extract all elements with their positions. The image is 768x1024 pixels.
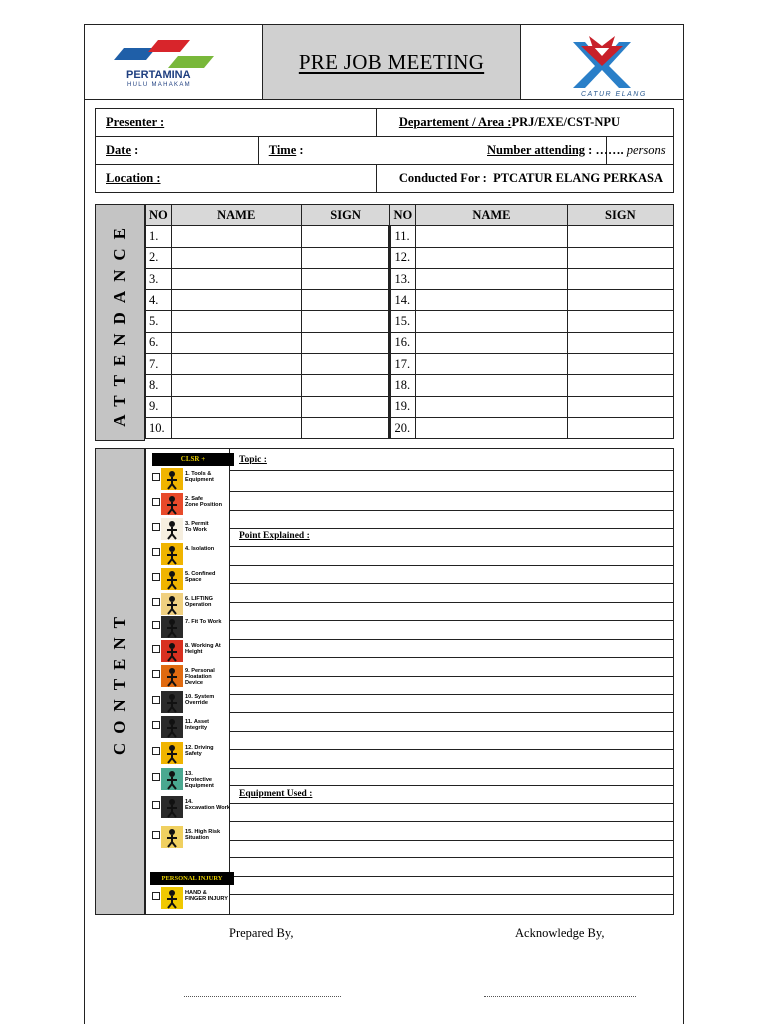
label-line-2: Height xyxy=(185,649,203,655)
pertamina-emblem-icon xyxy=(86,26,261,98)
safe-zone-icon xyxy=(161,493,183,515)
label-line-2: Space xyxy=(185,577,202,583)
col-sign-right: SIGN xyxy=(567,205,673,226)
injury-item xyxy=(152,887,230,911)
row-number-right: 16. xyxy=(390,332,416,353)
writing-line[interactable] xyxy=(230,602,674,603)
name-cell-right[interactable] xyxy=(416,226,567,247)
isolation-icon xyxy=(161,543,183,565)
name-cell-left[interactable] xyxy=(171,332,301,353)
name-cell-left[interactable] xyxy=(171,417,301,438)
row-number-right: 12. xyxy=(390,247,416,268)
clsr-item-label xyxy=(185,596,213,608)
clsr-item-label xyxy=(185,571,215,583)
number-attending-label: Number attending xyxy=(487,143,586,157)
clsr-item-label xyxy=(185,829,220,841)
name-cell-left[interactable] xyxy=(171,290,301,311)
label-line-1: 9. Personal xyxy=(185,668,215,674)
sign-cell-left[interactable] xyxy=(301,311,390,332)
clsr-item xyxy=(152,543,230,567)
label-line-2: Excavation Work xyxy=(185,805,230,811)
number-attending-value: : ……. xyxy=(585,143,624,157)
sign-cell-right[interactable] xyxy=(567,311,673,332)
label-line-2: Override xyxy=(185,700,209,706)
sign-cell-left[interactable] xyxy=(301,417,390,438)
clsr-item xyxy=(152,768,230,792)
label-line-2: Protective Equipment xyxy=(185,777,214,789)
high-risk-icon xyxy=(161,826,183,848)
clsr-item xyxy=(152,568,230,592)
writing-line[interactable] xyxy=(230,840,674,841)
sign-cell-left[interactable] xyxy=(301,247,390,268)
name-cell-left[interactable] xyxy=(171,226,301,247)
number-attending-unit: persons xyxy=(623,143,666,157)
label-line-1: 5. Confined xyxy=(185,571,216,577)
writing-line[interactable] xyxy=(230,546,674,547)
clsr-item-label xyxy=(185,771,230,789)
label-line-1: 10. System xyxy=(185,694,215,700)
clsr-item-label xyxy=(185,694,214,706)
fit-to-work-icon xyxy=(161,616,183,638)
attendance-side-label xyxy=(95,204,145,441)
row-number-right: 17. xyxy=(390,354,416,375)
clsr-item-label xyxy=(185,471,214,483)
row-number-left: 8. xyxy=(146,375,172,396)
conducted-label: Conducted For : xyxy=(398,171,487,185)
clsr-item-label xyxy=(185,745,214,757)
pertamina-logo-subtext: HULU MAHAKAM xyxy=(127,82,191,88)
prepared-signature-line[interactable] xyxy=(184,996,341,997)
name-cell-right[interactable] xyxy=(416,354,567,375)
row-number-right: 20. xyxy=(390,417,416,438)
sign-cell-right[interactable] xyxy=(567,332,673,353)
name-cell-right[interactable] xyxy=(416,332,567,353)
col-no-right: NO xyxy=(390,205,416,226)
clsr-item xyxy=(152,616,230,640)
number-attending[interactable] xyxy=(487,143,672,158)
checkbox[interactable] xyxy=(152,498,160,506)
clsr-item xyxy=(152,716,230,740)
date-colon: : xyxy=(131,143,139,157)
writing-line[interactable] xyxy=(230,712,674,713)
name-cell-right[interactable] xyxy=(416,268,567,289)
name-cell-right[interactable] xyxy=(416,396,567,417)
name-cell-right[interactable] xyxy=(416,375,567,396)
name-cell-left[interactable] xyxy=(171,354,301,375)
clsr-item-label xyxy=(185,668,230,686)
row-number-left: 4. xyxy=(146,290,172,311)
name-cell-left[interactable] xyxy=(171,268,301,289)
label-line-1: 11. Asset xyxy=(185,719,210,725)
checkbox[interactable] xyxy=(152,670,160,678)
writing-line[interactable] xyxy=(230,749,674,750)
label-line-1: 3. Permit xyxy=(185,521,209,527)
catur-elang-logo-text: CATUR ELANG xyxy=(581,91,647,98)
clsr-item-label xyxy=(185,496,222,508)
checkbox[interactable] xyxy=(152,645,160,653)
attendance-row xyxy=(146,226,674,247)
name-cell-left[interactable] xyxy=(171,311,301,332)
sign-cell-right[interactable] xyxy=(567,375,673,396)
label-line-2: Situation xyxy=(185,835,209,841)
row-number-right: 18. xyxy=(390,375,416,396)
driving-icon xyxy=(161,742,183,764)
label-line-2: Zone Position xyxy=(185,502,222,508)
department-label: Departement / Area : xyxy=(398,115,512,129)
attendance-table xyxy=(145,204,674,439)
name-cell-left[interactable] xyxy=(171,247,301,268)
checkbox[interactable] xyxy=(152,721,160,729)
attendance-row xyxy=(146,268,674,289)
clsr-item-label xyxy=(185,643,221,655)
writing-line[interactable] xyxy=(230,731,674,732)
name-cell-left[interactable] xyxy=(171,375,301,396)
writing-line[interactable] xyxy=(230,821,674,822)
sign-cell-right[interactable] xyxy=(567,226,673,247)
label-line-1: 13. xyxy=(185,771,193,777)
sign-cell-right[interactable] xyxy=(567,354,673,375)
row-number-left: 5. xyxy=(146,311,172,332)
label-line-2: Operation xyxy=(185,602,212,608)
label-line-1: 12. Driving xyxy=(185,745,214,751)
name-cell-right[interactable] xyxy=(416,311,567,332)
header-divider xyxy=(84,99,684,100)
clsr-item xyxy=(152,468,230,492)
name-cell-right[interactable] xyxy=(416,290,567,311)
sign-cell-left[interactable] xyxy=(301,375,390,396)
confined-space-icon xyxy=(161,568,183,590)
presenter-label: Presenter : xyxy=(106,115,165,129)
row-number-right: 14. xyxy=(390,290,416,311)
sign-cell-left[interactable] xyxy=(301,396,390,417)
sign-cell-left[interactable] xyxy=(301,290,390,311)
sign-cell-right[interactable] xyxy=(567,247,673,268)
writing-line[interactable] xyxy=(230,510,674,511)
sign-cell-left[interactable] xyxy=(301,268,390,289)
label-line-1: 15. High Risk xyxy=(185,829,221,835)
writing-line[interactable] xyxy=(230,620,674,621)
clsr-item xyxy=(152,593,230,617)
points-explained-label: Point Explained : xyxy=(239,531,310,541)
clsr-item xyxy=(152,640,230,664)
row-number-left: 10. xyxy=(146,417,172,438)
lifting-icon xyxy=(161,593,183,615)
attendance-row xyxy=(146,417,674,438)
checkbox[interactable] xyxy=(152,773,160,781)
page-title: PRE JOB MEETING xyxy=(298,49,485,74)
sign-cell-right[interactable] xyxy=(567,268,673,289)
writing-line[interactable] xyxy=(230,491,674,492)
writing-line[interactable] xyxy=(230,785,674,786)
writing-line[interactable] xyxy=(230,583,674,584)
asset-icon xyxy=(161,716,183,738)
sign-cell-right[interactable] xyxy=(567,417,673,438)
location-label: Location : xyxy=(106,171,161,185)
personal-injury-title: PERSONAL INJURY xyxy=(150,872,234,885)
attendance-rows xyxy=(146,226,674,439)
checkbox[interactable] xyxy=(152,523,160,531)
label-line-1: 4. Isolation xyxy=(185,546,215,552)
catur-elang-logo xyxy=(523,26,682,98)
clsr-item-label xyxy=(185,890,228,902)
floatation-icon xyxy=(161,665,183,687)
clsr-item-label xyxy=(185,619,221,625)
content-side-label xyxy=(95,448,145,915)
writing-line[interactable] xyxy=(230,694,674,695)
ppe-icon xyxy=(161,768,183,790)
row-number-left: 2. xyxy=(146,247,172,268)
clsr-item xyxy=(152,796,230,820)
clsr-item-label xyxy=(185,719,209,731)
content-label: CONTENT xyxy=(110,607,129,756)
writing-line[interactable] xyxy=(230,639,674,640)
clsr-item xyxy=(152,826,230,850)
checkbox[interactable] xyxy=(152,696,160,704)
attendance-header-row xyxy=(146,205,674,226)
row-number-right: 13. xyxy=(390,268,416,289)
title-box xyxy=(262,25,521,99)
location-cell[interactable] xyxy=(96,165,377,193)
writing-line[interactable] xyxy=(230,565,674,566)
pertamina-logo-text: PERTAMINA xyxy=(126,69,191,81)
checkbox[interactable] xyxy=(152,473,160,481)
sign-cell-left[interactable] xyxy=(301,226,390,247)
sign-cell-right[interactable] xyxy=(567,396,673,417)
row-number-left: 9. xyxy=(146,396,172,417)
writing-line[interactable] xyxy=(230,657,674,658)
hand-injury-icon xyxy=(161,887,183,909)
permit-icon xyxy=(161,518,183,540)
label-line-2: Integrity xyxy=(185,725,208,731)
equipment-used-label: Equipment Used : xyxy=(239,789,313,799)
checkbox[interactable] xyxy=(152,548,160,556)
row-number-right: 15. xyxy=(390,311,416,332)
date-label: Date xyxy=(106,143,131,157)
row-number-left: 1. xyxy=(146,226,172,247)
label-line-1: 1. Tools & xyxy=(185,471,212,477)
checkbox[interactable] xyxy=(152,801,160,809)
writing-line[interactable] xyxy=(230,676,674,677)
checkbox[interactable] xyxy=(152,892,160,900)
sign-cell-right[interactable] xyxy=(567,290,673,311)
label-line-2: Floatation Device xyxy=(185,674,212,686)
sign-cell-left[interactable] xyxy=(301,332,390,353)
height-icon xyxy=(161,640,183,662)
override-icon xyxy=(161,691,183,713)
writing-line[interactable] xyxy=(230,768,674,769)
attendance-row xyxy=(146,290,674,311)
name-cell-left[interactable] xyxy=(171,396,301,417)
row-number-left: 3. xyxy=(146,268,172,289)
col-sign-left: SIGN xyxy=(301,205,390,226)
attendance-row xyxy=(146,311,674,332)
checkbox[interactable] xyxy=(152,747,160,755)
attendance-row xyxy=(146,375,674,396)
label-line-2: FINGER INJURY xyxy=(185,896,228,902)
name-cell-right[interactable] xyxy=(416,247,567,268)
clsr-item xyxy=(152,518,230,542)
label-line-1: 2. Safe xyxy=(185,496,204,502)
tools-icon xyxy=(161,468,183,490)
attendance-row xyxy=(146,354,674,375)
writing-line[interactable] xyxy=(230,803,674,804)
label-line-2: To Work xyxy=(185,527,207,533)
clsr-item-label xyxy=(185,521,209,533)
prepared-by: Prepared By, xyxy=(229,926,294,940)
row-number-left: 6. xyxy=(146,332,172,353)
pertamina-logo xyxy=(86,26,261,98)
attendance-row xyxy=(146,332,674,353)
attendance-row xyxy=(146,247,674,268)
date-cell[interactable] xyxy=(96,137,259,165)
writing-line[interactable] xyxy=(230,470,674,471)
time-colon: : xyxy=(296,143,304,157)
label-line-2: Equipment xyxy=(185,477,214,483)
acknowledge-signature-line[interactable] xyxy=(484,996,636,997)
conducted-cell[interactable] xyxy=(376,165,673,193)
time-label: Time xyxy=(268,143,297,157)
clsr-item xyxy=(152,493,230,517)
label-line-1: 8. Working At xyxy=(185,643,221,649)
writing-line[interactable] xyxy=(230,876,674,877)
excavation-icon xyxy=(161,796,183,818)
attendance-label: ATTENDANCE xyxy=(110,218,129,427)
writing-line[interactable] xyxy=(230,528,674,529)
conducted-value: PTCATUR ELANG PERKASA xyxy=(493,171,663,185)
presenter-cell[interactable] xyxy=(96,109,377,137)
col-no-left: NO xyxy=(146,205,172,226)
row-number-left: 7. xyxy=(146,354,172,375)
clsr-item-label xyxy=(185,799,230,811)
clsr-item-label xyxy=(185,546,214,552)
label-line-2: Safety xyxy=(185,751,202,757)
department-value: PRJ/EXE/CST-NPU xyxy=(511,115,621,129)
sign-cell-left[interactable] xyxy=(301,354,390,375)
writing-line[interactable] xyxy=(230,894,674,895)
col-name-right: NAME xyxy=(416,205,567,226)
attendance-row xyxy=(146,396,674,417)
label-line-1: 6. LIFTING xyxy=(185,596,213,602)
label-line-1: 14. xyxy=(185,799,193,805)
row-number-right: 19. xyxy=(390,396,416,417)
clsr-item xyxy=(152,691,230,715)
department-cell[interactable] xyxy=(376,109,673,137)
checkbox[interactable] xyxy=(152,573,160,581)
checkbox[interactable] xyxy=(152,598,160,606)
writing-line[interactable] xyxy=(230,857,674,858)
clsr-title: CLSR + xyxy=(152,453,234,466)
col-name-left: NAME xyxy=(171,205,301,226)
acknowledge-by: Acknowledge By, xyxy=(515,926,605,940)
topic-label: Topic : xyxy=(239,455,267,465)
catur-elang-emblem-icon xyxy=(523,26,682,98)
checkbox[interactable] xyxy=(152,621,160,629)
clsr-item xyxy=(152,742,230,766)
checkbox[interactable] xyxy=(152,831,160,839)
label-line-1: 7. Fit To Work xyxy=(185,619,222,625)
label-line-1: HAND & xyxy=(185,890,207,896)
row-number-right: 11. xyxy=(390,226,416,247)
clsr-item xyxy=(152,665,230,689)
name-cell-right[interactable] xyxy=(416,417,567,438)
